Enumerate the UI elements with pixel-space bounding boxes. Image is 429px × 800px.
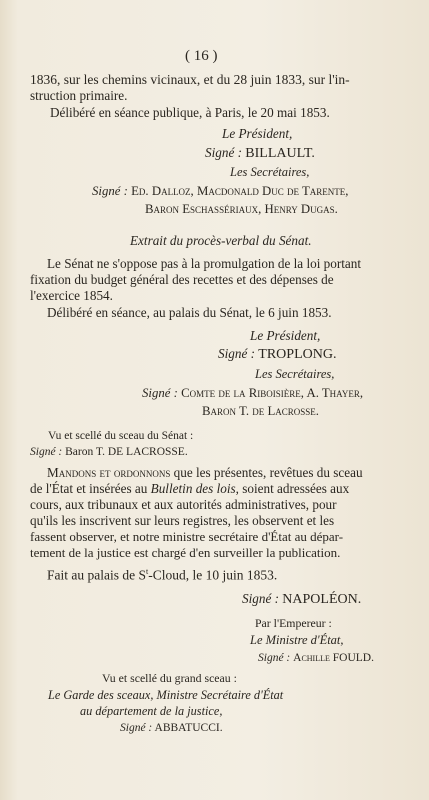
par-empereur: Par l'Empereur : (255, 616, 332, 630)
secretaires-names: Baron Eschassériaux, Henry Dugas. (145, 202, 338, 216)
ministre-signature (258, 650, 374, 666)
signe-label: Signé : (120, 722, 153, 734)
extrait-heading: Extrait du procès-verbal du Sénat. (130, 233, 312, 248)
signature-line (242, 591, 361, 608)
text-fragment: , soient adressées aux (235, 481, 350, 496)
ministre-name: Achille FOULD. (293, 652, 374, 664)
text-line: fassent observer, et notre ministre secrétaire d'État au dépar- (30, 529, 344, 544)
ministre-title: Le Ministre d'État, (250, 633, 344, 647)
text-line (47, 465, 363, 481)
secretaires-line (92, 183, 348, 199)
text-fragment: de l'État et insérées au (30, 481, 151, 496)
president-title: Le Président, (222, 126, 293, 141)
text-line: struction primaire. (30, 88, 128, 103)
text-line: Délibéré en séance publique, à Paris, le 20 mai 1853. (50, 105, 330, 120)
bulletin-title: Bulletin des lois (150, 481, 236, 496)
page-number: ( 16 ) (185, 48, 218, 64)
secretaires-title: Les Secrétaires, (255, 367, 335, 381)
secretaires-names: Ed. Dalloz, Macdonald Duc de Tarente, (131, 184, 349, 198)
text-line: fixation du budget général des recettes et des dépenses de (30, 272, 334, 287)
text-line (30, 481, 349, 497)
text-line: cours, aux tribunaux et aux autorités administratives, pour (30, 497, 337, 512)
garde-sceaux-title: Le Garde des sceaux, Ministre Secrétaire d'État (48, 688, 284, 702)
sceau-senat-name: Baron T. DE LACROSSE. (65, 446, 188, 458)
text-fragment: que les présentes, revêtues du sceau (170, 465, 363, 480)
signe-label: Signé : (30, 446, 63, 458)
president-name: TROPLONG. (258, 347, 337, 362)
signe-label: Signé : (205, 145, 242, 160)
president-title: Le Président, (250, 328, 321, 343)
signe-label: Signé : (218, 346, 255, 361)
president-name: BILLAULT. (245, 146, 315, 161)
signature-line (205, 145, 315, 162)
abbatucci-name: ABBATUCCI. (154, 722, 223, 734)
text-line: Délibéré en séance, au palais du Sénat, le 6 juin 1853. (47, 305, 332, 320)
secretaires-names: Comte de la Riboisière, A. Thayer, (181, 386, 364, 400)
text-line: l'exercice 1854. (30, 288, 113, 303)
signe-label: Signé : (258, 652, 291, 664)
secretaires-names: Baron T. de Lacrosse. (202, 404, 319, 418)
signe-label: Signé : (242, 591, 279, 606)
text-line: qu'ils les inscrivent sur leurs registres, les observent et les (30, 513, 335, 528)
garde-sceaux-signature (120, 720, 223, 736)
sceau-senat-signature (30, 444, 188, 460)
signe-label: Signé : (142, 386, 178, 400)
text-line: Fait au palais de $S^t$-Cloud, le 10 juin 1853. (47, 567, 278, 583)
text-line: 1836, sur les chemins vicinaux, et du 28 juin 1833, sur l'in- (30, 72, 350, 87)
mandons-label: Mandons et ordonnons (47, 465, 171, 480)
sceau-senat-line: Vu et scellé du sceau du Sénat : (48, 430, 194, 442)
text-line: Le Sénat ne s'oppose pas à la promulgation de la loi portant (47, 256, 362, 271)
garde-sceaux-title: au département de la justice, (80, 704, 223, 718)
signature-line (218, 346, 336, 363)
secretaires-title: Les Secrétaires, (230, 165, 310, 179)
grand-sceau-line: Vu et scellé du grand sceau : (102, 671, 237, 685)
secretaires-line (142, 385, 363, 401)
signe-label: Signé : (92, 184, 128, 198)
text-line: tement de la justice est chargé d'en surveiller la publication. (30, 545, 341, 560)
napoleon-name: NAPOLÉON. (282, 592, 362, 607)
